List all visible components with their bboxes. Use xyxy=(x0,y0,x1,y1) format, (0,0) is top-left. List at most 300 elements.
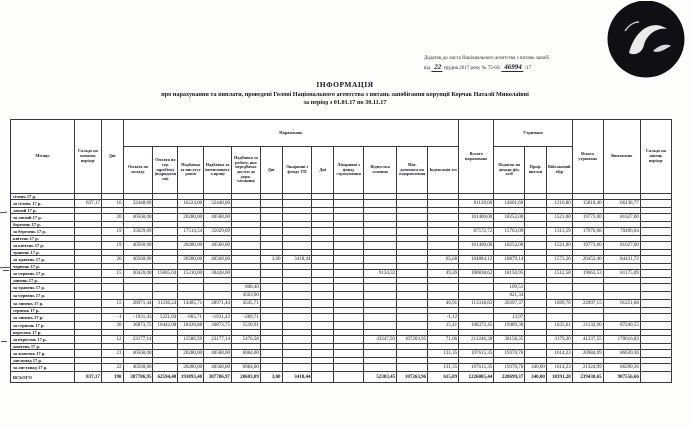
cell: 19 xyxy=(101,242,123,250)
cell: 20280,00 xyxy=(178,364,204,372)
cell: 41337,55 xyxy=(572,336,603,344)
cell xyxy=(397,284,428,292)
table-row xyxy=(11,200,672,208)
cell xyxy=(364,228,397,236)
cell: 81627,00 xyxy=(603,242,640,250)
cell xyxy=(572,292,603,300)
cell xyxy=(75,322,102,330)
row-label: за червень 17 р. xyxy=(11,270,75,278)
cell: 22 xyxy=(101,364,123,372)
row-label: за серпень 17 р. xyxy=(11,322,75,330)
row-label: за березень 17 р. xyxy=(11,228,75,236)
cell xyxy=(231,270,260,278)
cell xyxy=(312,350,334,358)
document-title: ІНФОРМАЦІЯ xyxy=(316,80,374,89)
cell xyxy=(603,314,640,322)
cell: -1931,43 xyxy=(123,314,153,322)
cell xyxy=(312,214,334,222)
cell: 22097,15 xyxy=(572,300,603,308)
cell xyxy=(640,314,671,322)
cell: 28971,44 xyxy=(204,300,232,308)
cell: 40560,00 xyxy=(123,214,153,222)
cell xyxy=(334,322,364,330)
row-label: за липень 17 р. xyxy=(11,300,75,308)
cell xyxy=(397,350,428,358)
margin-mark xyxy=(0,212,7,213)
cell: 107615,35 xyxy=(459,364,494,372)
cell: 10442,08 xyxy=(153,322,178,330)
cell xyxy=(260,284,282,292)
cell xyxy=(312,242,334,250)
cell xyxy=(334,242,364,250)
column-header: Сальдо на кінець періоду xyxy=(640,120,671,194)
table-row xyxy=(11,228,672,236)
cell: 608,40 xyxy=(231,284,260,292)
cell: 36873,75 xyxy=(123,322,153,330)
cell: 4563,00 xyxy=(231,292,260,300)
cell: 40560,00 xyxy=(123,364,153,372)
table-row xyxy=(11,292,672,300)
cell: 107203,95 xyxy=(397,336,428,344)
cell: 20280,00 xyxy=(178,256,204,264)
row-label: травень 17 р. xyxy=(11,250,75,256)
cell xyxy=(525,284,547,292)
cell: 15605,04 xyxy=(153,270,178,278)
cell xyxy=(640,300,671,308)
cell: 32448,00 xyxy=(123,200,153,208)
cell xyxy=(75,336,102,344)
table-row xyxy=(11,270,672,278)
cell xyxy=(260,322,282,330)
cell: 84431,72 xyxy=(603,256,640,264)
column-header: Відпустка основна xyxy=(364,147,397,194)
document-title-block xyxy=(60,80,630,106)
cell xyxy=(428,228,459,236)
cell: 81120,00 xyxy=(459,200,494,208)
table-row xyxy=(11,322,672,330)
cell: 81627,00 xyxy=(603,214,640,222)
cell xyxy=(525,242,547,250)
cell xyxy=(282,292,312,300)
cell xyxy=(75,314,102,322)
table-row xyxy=(11,242,672,250)
cell xyxy=(397,314,428,322)
table-body xyxy=(11,194,672,383)
cell: 1521,00 xyxy=(546,214,572,222)
cell: 3,00 xyxy=(260,372,282,383)
payroll-table xyxy=(10,119,672,383)
row-label: жовтень 17 р. xyxy=(11,344,75,350)
cell xyxy=(364,322,397,330)
cell: 101400,00 xyxy=(459,242,494,250)
cell xyxy=(397,242,428,250)
cell xyxy=(397,228,428,236)
cell: 40560,00 xyxy=(123,242,153,250)
attachment-note-line2: від 22 грудня 2017 року № 75-03/ 46994 /17 xyxy=(424,62,532,71)
column-header: Проф. внески xyxy=(525,147,547,194)
cell: 20397,37 xyxy=(494,300,525,308)
table-row xyxy=(11,256,672,264)
cell: 3,00 xyxy=(260,256,282,264)
column-header: Мат. допомога на оздоровлення xyxy=(397,147,428,194)
table-row xyxy=(11,214,672,222)
cell xyxy=(312,322,334,330)
cell xyxy=(260,314,282,322)
column-header: Дні xyxy=(260,147,282,194)
cell xyxy=(334,284,364,292)
cell xyxy=(428,200,459,208)
cell xyxy=(428,242,459,250)
cell xyxy=(204,292,232,300)
cell xyxy=(282,242,312,250)
column-header: Всього нараховано xyxy=(459,120,494,194)
cell xyxy=(123,284,153,292)
cell: 31336,24 xyxy=(153,300,178,308)
cell xyxy=(153,214,178,222)
cell: 20 xyxy=(101,256,123,264)
cell xyxy=(364,314,397,322)
cell xyxy=(334,292,364,300)
cell: 40560,00 xyxy=(123,350,153,358)
cell xyxy=(525,270,547,278)
cell xyxy=(312,256,334,264)
cell xyxy=(312,200,334,208)
cell xyxy=(153,200,178,208)
column-header: Індексація з/п xyxy=(428,147,459,194)
cell xyxy=(364,214,397,222)
column-header: Надбавка за вислугу років xyxy=(178,147,204,194)
cell xyxy=(525,322,547,330)
cell xyxy=(312,292,334,300)
cell xyxy=(525,350,547,358)
cell xyxy=(282,336,312,344)
cell xyxy=(603,292,640,300)
row-label: за липень 17 р. xyxy=(11,314,75,322)
cell: 20 xyxy=(101,214,123,222)
table-row xyxy=(11,300,672,308)
cell: 70496,04 xyxy=(603,228,640,236)
cell: 65,68 xyxy=(428,256,459,264)
cell xyxy=(75,242,102,250)
cell xyxy=(397,200,428,208)
cell xyxy=(572,314,603,322)
cell xyxy=(364,292,397,300)
document-period: за період з 01.01.17 по 30.11.17 xyxy=(303,99,387,106)
row-label: листопад 17 р. xyxy=(11,358,75,364)
cell: 21324,99 xyxy=(572,364,603,372)
cell: 20280,00 xyxy=(178,350,204,358)
cell xyxy=(640,350,671,358)
column-header: Лікарняні з фонду ТП xyxy=(282,147,312,194)
column-header: Сальдо на початок періоду xyxy=(75,120,102,194)
cell xyxy=(364,350,397,358)
cell xyxy=(312,270,334,278)
cell xyxy=(312,364,334,372)
cell: 5476,58 xyxy=(231,336,260,344)
cell: 20984,99 xyxy=(572,350,603,358)
cell xyxy=(282,350,312,358)
cell xyxy=(260,200,282,208)
cell xyxy=(75,364,102,372)
table-row xyxy=(11,350,672,358)
cell xyxy=(282,322,312,330)
cell: 40560,00 xyxy=(204,364,232,372)
cell xyxy=(312,336,334,344)
cell xyxy=(640,270,671,278)
cell xyxy=(231,256,260,264)
cell xyxy=(640,372,671,383)
cell: 19773,00 xyxy=(572,242,603,250)
cell: 23177,14 xyxy=(123,336,153,344)
cell: 36873,75 xyxy=(204,322,232,330)
cell: 15,41 xyxy=(428,322,459,330)
row-label: липень 17 р. xyxy=(11,278,75,284)
cell xyxy=(260,300,282,308)
cell: 40560,00 xyxy=(123,256,153,264)
cell: 15763,09 xyxy=(494,228,525,236)
cell: 81175,09 xyxy=(603,270,640,278)
cell: 19663,53 xyxy=(572,270,603,278)
cell: 987556,66 xyxy=(603,372,640,383)
cell: 28603,89 xyxy=(231,372,260,383)
cell: 12 xyxy=(101,336,123,344)
cell: -1 xyxy=(101,314,123,322)
cell: 4545,71 xyxy=(231,300,260,308)
cell xyxy=(153,228,178,236)
table-row xyxy=(11,336,672,344)
cell: 1226085,44 xyxy=(459,372,494,383)
cell: 23177,14 xyxy=(204,336,232,344)
cell xyxy=(178,292,204,300)
cell xyxy=(640,364,671,372)
cell xyxy=(231,228,260,236)
cell: 1521,00 xyxy=(546,242,572,250)
cell: 18252,00 xyxy=(494,214,525,222)
cell: 109,51 xyxy=(494,284,525,292)
cell: 107615,35 xyxy=(459,350,494,358)
cell: 71,06 xyxy=(428,336,459,344)
cell: 15 xyxy=(101,270,123,278)
cell xyxy=(546,284,572,292)
cell: 104884,12 xyxy=(459,256,494,264)
cell: 40560,00 xyxy=(204,214,232,222)
cell xyxy=(640,242,671,250)
cell: 20280,00 xyxy=(178,242,204,250)
cell: -1931,43 xyxy=(204,314,232,322)
cell: 837,17 xyxy=(75,200,102,208)
cell: 6084,00 xyxy=(231,350,260,358)
cell xyxy=(640,322,671,330)
cell xyxy=(640,336,671,344)
cell xyxy=(572,284,603,292)
cell xyxy=(640,214,671,222)
row-label: за вересень 17 р. xyxy=(11,336,75,344)
row-label: за червень 17 р. xyxy=(11,292,75,300)
cell xyxy=(640,284,671,292)
cell xyxy=(282,200,312,208)
row-label: січень 17 р. xyxy=(11,194,75,200)
cell: 38158,35 xyxy=(494,336,525,344)
cell xyxy=(397,300,428,308)
cell: 1216,80 xyxy=(546,200,572,208)
cell xyxy=(282,214,312,222)
cell xyxy=(640,200,671,208)
cell: 30420,00 xyxy=(123,270,153,278)
cell xyxy=(525,228,547,236)
cell xyxy=(334,314,364,322)
cell xyxy=(603,284,640,292)
attachment-note-line1: Додаток до листа Національного агентства з питань запобі xyxy=(424,56,550,61)
cell: 821,34 xyxy=(494,292,525,300)
cell xyxy=(334,270,364,278)
cell xyxy=(364,364,397,372)
cell: 19370,76 xyxy=(494,350,525,358)
cell: 1699,78 xyxy=(546,300,572,308)
row-label: березень 17 р. xyxy=(11,222,75,228)
cell: 15818,40 xyxy=(572,200,603,208)
cell: 17076,68 xyxy=(572,228,603,236)
margin-mark xyxy=(1,341,7,342)
cell: 19773,00 xyxy=(572,214,603,222)
cell xyxy=(153,350,178,358)
cell xyxy=(282,284,312,292)
cell: 101400,00 xyxy=(459,214,494,222)
handwritten-number: 46994 xyxy=(501,64,524,72)
row-label: за квітень 17 р. xyxy=(11,242,75,250)
cell: 28971,44 xyxy=(123,300,153,308)
cell: 1512,58 xyxy=(546,270,572,278)
cell: 3418,44 xyxy=(282,372,312,383)
cell: 3179,20 xyxy=(546,336,572,344)
cell: 20 xyxy=(101,322,123,330)
table-header xyxy=(11,120,672,194)
cell: 11588,58 xyxy=(178,336,204,344)
cell: 1573,26 xyxy=(546,256,572,264)
cell: 66138,77 xyxy=(603,200,640,208)
cell xyxy=(231,214,260,222)
cell xyxy=(75,270,102,278)
cell: -1,12 xyxy=(428,314,459,322)
cell xyxy=(334,228,364,236)
cell xyxy=(282,314,312,322)
cell: 49,26 xyxy=(428,270,459,278)
cell: 21 xyxy=(101,350,123,358)
cell xyxy=(334,256,364,264)
cell: -965,71 xyxy=(178,314,204,322)
row-label: за жовтень 17 р. xyxy=(11,350,75,358)
column-header: Дні xyxy=(312,147,334,194)
column-header: Військовий збір xyxy=(546,147,572,194)
cell xyxy=(101,284,123,292)
row-label: лютий 17 р. xyxy=(11,208,75,214)
column-header: Податок на доходи фіз. осіб xyxy=(494,147,525,194)
table-row xyxy=(11,372,672,383)
row-label: вересень 17 р. xyxy=(11,330,75,336)
cell xyxy=(260,292,282,300)
table-row xyxy=(11,314,672,322)
cell: 107263,96 xyxy=(397,372,428,383)
cell: 100838,62 xyxy=(459,270,494,278)
cell xyxy=(397,214,428,222)
cell xyxy=(334,200,364,208)
cell xyxy=(153,256,178,264)
document-subtitle: про нарахування та виплати, проведені Голові Національного агентства з питань запобігання корупції Корчак Наталії Миколаївні xyxy=(161,91,529,98)
cell: 170616,83 xyxy=(603,336,640,344)
cell: 40560,00 xyxy=(204,350,232,358)
cell: 113318,83 xyxy=(459,300,494,308)
cell xyxy=(75,256,102,264)
cell xyxy=(525,256,547,264)
cell: 52383,45 xyxy=(364,372,397,383)
cell: 20452,40 xyxy=(572,256,603,264)
cell: 19489,36 xyxy=(494,322,525,330)
cell xyxy=(260,350,282,358)
cell: 91221,68 xyxy=(603,300,640,308)
cell: 19 xyxy=(101,228,123,236)
cell: 1625,61 xyxy=(546,322,572,330)
round-ink-stamp-icon xyxy=(601,1,690,78)
cell xyxy=(546,292,572,300)
cell xyxy=(334,214,364,222)
cell xyxy=(334,300,364,308)
cell xyxy=(364,242,397,250)
cell xyxy=(428,284,459,292)
cell: 30420,00 xyxy=(204,270,232,278)
cell xyxy=(459,314,494,322)
column-header: Дні xyxy=(101,120,123,194)
cell xyxy=(525,214,547,222)
cell: 615,89 xyxy=(428,372,459,383)
cell xyxy=(525,314,547,322)
row-label: за листопад 17 р. xyxy=(11,364,75,372)
cell: 387786,97 xyxy=(204,372,232,383)
attachment-note xyxy=(424,54,574,73)
cell xyxy=(397,256,428,264)
cell xyxy=(312,314,334,322)
group-header: Утримано xyxy=(494,120,572,147)
column-header: Виплачено xyxy=(603,120,640,194)
cell xyxy=(153,292,178,300)
cell xyxy=(397,270,428,278)
table-row xyxy=(11,364,672,372)
cell: 131,35 xyxy=(428,350,459,358)
cell xyxy=(260,336,282,344)
cell: 198 xyxy=(101,372,123,383)
cell xyxy=(364,200,397,208)
cell: 18391,28 xyxy=(546,372,572,383)
cell xyxy=(153,242,178,250)
cell: 108372,45 xyxy=(459,322,494,330)
cell xyxy=(260,270,282,278)
group-header: Нараховано xyxy=(123,120,459,147)
column-header: Оплата по сер. заробітку (відрядження) xyxy=(153,147,178,194)
cell: 14601,60 xyxy=(494,200,525,208)
cell xyxy=(75,292,102,300)
cell xyxy=(312,284,334,292)
cell xyxy=(428,214,459,222)
cell: 43247,93 xyxy=(364,336,397,344)
cell xyxy=(260,364,282,372)
cell: 62594,40 xyxy=(153,372,178,383)
cell: 40560,00 xyxy=(204,242,232,250)
cell xyxy=(178,284,204,292)
cell xyxy=(260,228,282,236)
cell xyxy=(75,284,102,292)
cell: 340,00 xyxy=(525,372,547,383)
cell xyxy=(397,364,428,372)
cell: -289,71 xyxy=(231,314,260,322)
column-header: Надбавка за інтенсивність праці xyxy=(204,147,232,194)
